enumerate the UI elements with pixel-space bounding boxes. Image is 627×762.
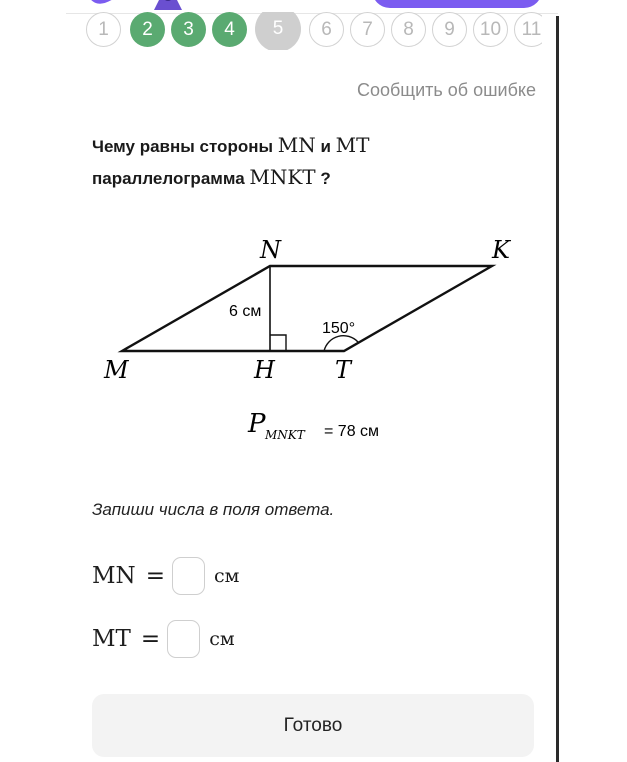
answer-label-mn: MN: [92, 563, 136, 589]
step-4[interactable]: 4: [212, 12, 247, 47]
question-text: Чему равны стороны MN и MT параллелограмма MNKT ?: [92, 133, 370, 189]
angle-label: 150°: [322, 320, 356, 337]
mn-answer-input[interactable]: [172, 557, 205, 595]
angle-arc: [324, 336, 358, 351]
step-2[interactable]: 2: [130, 12, 165, 47]
top-action-button[interactable]: [372, 0, 542, 8]
task-step-navigation: [86, 12, 542, 50]
right-angle-mark: [270, 335, 286, 351]
parallelogram-figure: [92, 228, 532, 443]
instruction-text: Запиши числа в поля ответа.: [92, 500, 335, 519]
step-5[interactable]: 5: [255, 12, 301, 50]
vertex-label-K: K: [492, 236, 510, 264]
scrollbar[interactable]: [556, 16, 559, 762]
unit-label: см: [209, 628, 235, 650]
logo-icon: [88, 0, 118, 12]
step-6[interactable]: 6: [309, 12, 344, 47]
height-label: 6 см: [229, 303, 262, 320]
perimeter-subscript: MNKT: [265, 428, 305, 442]
perimeter-value: = 78 см: [324, 423, 380, 440]
answer-row-mt: [92, 618, 235, 660]
step-11[interactable]: 11: [514, 12, 542, 47]
submit-button[interactable]: Готово: [92, 694, 534, 757]
answer-row-mn: [92, 555, 239, 597]
vertex-label-M: M: [104, 356, 129, 384]
perimeter-symbol: P: [248, 409, 266, 439]
unit-label: см: [213, 565, 240, 587]
report-error-link[interactable]: Сообщить об ошибке: [356, 80, 536, 100]
step-8[interactable]: 8: [391, 12, 426, 47]
equals-sign: =: [145, 563, 165, 589]
step-10[interactable]: 10: [473, 12, 508, 47]
vertex-label-T: T: [335, 356, 352, 384]
mt-answer-input[interactable]: [167, 620, 200, 658]
vertex-label-N: N: [260, 236, 281, 264]
step-7[interactable]: 7: [350, 12, 385, 47]
equals-sign: =: [140, 626, 161, 652]
answer-label-mt: MT: [92, 626, 131, 652]
parallelogram-shape: [122, 266, 492, 351]
step-1[interactable]: 1: [86, 12, 121, 47]
user-icon[interactable]: [148, 0, 188, 10]
step-3[interactable]: 3: [171, 12, 206, 47]
vertex-label-H: H: [254, 356, 275, 384]
step-9[interactable]: 9: [432, 12, 467, 47]
